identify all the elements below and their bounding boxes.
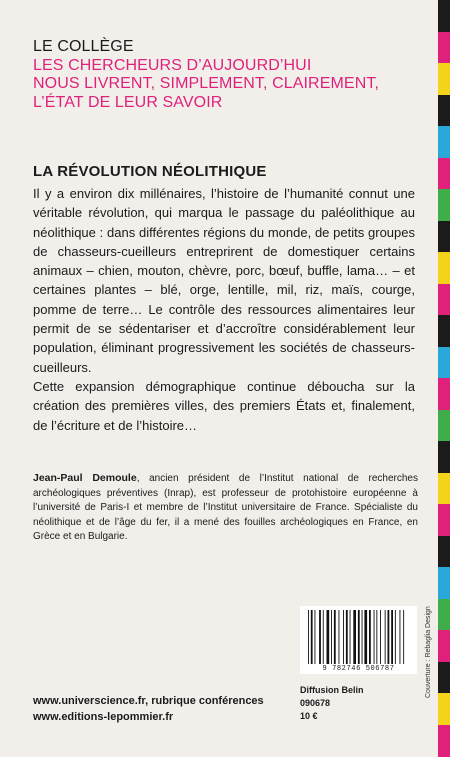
stripe-segment xyxy=(438,63,450,95)
author-bio-text: , ancien président de l’Institut national de recherches archéologiques préventives (Inrap), est professeur de protohistoire européenne à l’université de Paris-I et membre de l’Institut universitaire de France. Spécialiste du néolithique et de l’âge du fer, il a mené des fouilles archéologiques en France, en Grèce et en Bulgarie. xyxy=(33,473,418,542)
link-universcience[interactable]: www.universcience.fr, rubrique conférences xyxy=(33,695,264,707)
stripe-segment xyxy=(438,221,450,253)
stripe-segment xyxy=(438,630,450,662)
distribution-info xyxy=(300,684,364,723)
stripe-segment xyxy=(438,95,450,127)
stripe-segment xyxy=(438,410,450,442)
author-bio xyxy=(33,471,418,545)
cover-credit: Couverture : Rebaglia Design xyxy=(425,606,432,698)
stripe-segment xyxy=(438,284,450,316)
series-tagline-1: LES CHERCHEURS D’AUJOURD’HUI xyxy=(33,56,312,74)
stripe-segment xyxy=(438,189,450,221)
blurb-paragraph-2: Cette expansion démographique continue déboucha sur la création des premières villes, des premiers États et, finalement, de l’écriture et de l’histoire… xyxy=(33,378,415,433)
blurb-paragraph-1: Il y a environ dix millénaires, l’histoire de l’humanité connut une véritable révolution, qui marqua le passage du paléolithique au néolithique : dans différentes régions du monde, de petits groupes de chasseurs-cueilleurs entreprirent de domestiquer certains animaux – chien, mouton, chèvre, porc, bœuf, buffle, lama… – et certaines plantes – blé, orge, lentille, mil, riz, maïs, courge, pomme de terre… Le contrôle des ressources alimentaires leur permit de se sédentariser et d’accroître considérablement leur population, éliminant progressivement les sociétés de chasseurs-cueilleurs. xyxy=(33,186,415,375)
color-stripe xyxy=(438,0,450,756)
stripe-segment xyxy=(438,378,450,410)
book-blurb xyxy=(33,184,415,435)
barcode xyxy=(300,606,417,674)
author-name: Jean-Paul Demoule xyxy=(33,472,137,484)
stripe-segment xyxy=(438,599,450,631)
product-code: 090678 xyxy=(300,698,331,708)
stripe-segment xyxy=(438,473,450,505)
barcode-bars xyxy=(306,610,411,664)
distributor: Diffusion Belin xyxy=(300,685,364,695)
link-lepommier[interactable]: www.editions-lepommier.fr xyxy=(33,710,174,723)
price: 10 € xyxy=(300,711,318,721)
website-links xyxy=(33,694,264,725)
stripe-segment xyxy=(438,315,450,347)
stripe-segment xyxy=(438,32,450,64)
series-tagline-3: L’ÉTAT DE LEUR SAVOIR xyxy=(33,93,223,111)
barcode-number: 9 782746 506787 xyxy=(322,665,395,673)
stripe-segment xyxy=(438,693,450,725)
stripe-segment xyxy=(438,567,450,599)
stripe-segment xyxy=(438,347,450,379)
series-name: LE COLLÈGE xyxy=(33,38,134,55)
stripe-segment xyxy=(438,158,450,190)
stripe-segment xyxy=(438,441,450,473)
stripe-segment xyxy=(438,0,450,32)
stripe-segment xyxy=(438,662,450,694)
stripe-segment xyxy=(438,252,450,284)
stripe-segment xyxy=(438,725,450,757)
stripe-segment xyxy=(438,536,450,568)
book-title: LA RÉVOLUTION NÉOLITHIQUE xyxy=(33,163,267,180)
stripe-segment xyxy=(438,504,450,536)
stripe-segment xyxy=(438,126,450,158)
series-heading xyxy=(33,38,379,112)
series-tagline-2: NOUS LIVRENT, SIMPLEMENT, CLAIREMENT, xyxy=(33,75,379,92)
